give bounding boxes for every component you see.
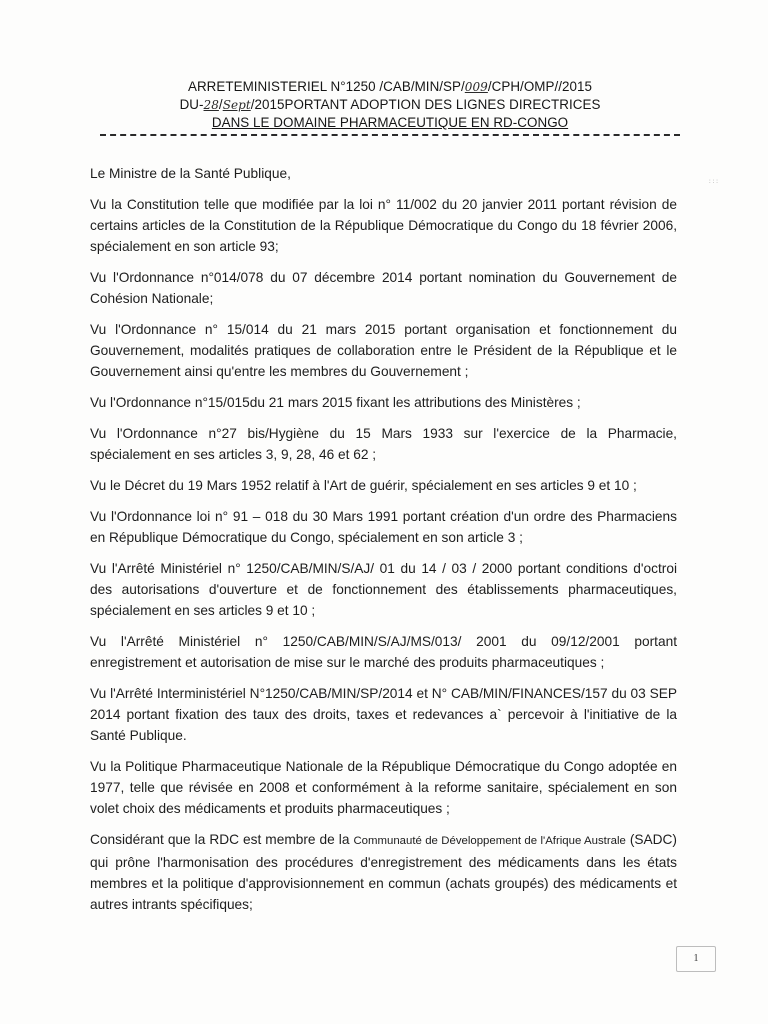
considerant-text-end: (SADC) qui prône l'harmonisation des procédures d'enregistrement des médicaments dans les états membres et la politique d'approvisionnement en commun (achats groupés) des médicaments et autres intrants spécifiques; — [90, 832, 677, 912]
document-header — [90, 78, 690, 132]
paragraph-politique-pharmaceutique: Vu la Politique Pharmaceutique Nationale de la République Démocratique du Congo adoptée en 1977, telle que révisée en 2008 et conformément à la reforme sanitaire, spécialement en son volet choix des médicaments et produits pharmaceutiques ; — [90, 759, 677, 816]
paragraph-ordonnance-15-015: Vu l'Ordonnance n°15/015du 21 mars 2015 fixant les attributions des Ministères ; — [90, 395, 581, 410]
header-date-prefix: DU- — [179, 97, 204, 112]
considerant-text-start: Considérant que la RDC est membre de la — [90, 832, 354, 847]
handwritten-reference-number: 009 — [464, 80, 488, 94]
scan-mark: ::: — [708, 178, 719, 185]
handwritten-month: Sept — [222, 98, 251, 112]
header-reference-prefix: ARRETEMINISTERIEL N°1250 /CAB/MIN/SP/ — [187, 79, 465, 94]
paragraph-ordonnance-loi-91-018: Vu l'Ordonnance loi n° 91 – 018 du 30 Mars 1991 portant création d'un ordre des Pharmaciens en République Démocratique du Congo, spécialement en son article 3 ; — [90, 509, 677, 545]
header-line-2 — [90, 96, 690, 114]
paragraph-arrete-interministeriel: Vu l'Arrêté Interministériel N°1250/CAB/MIN/SP/2014 et N° CAB/MIN/FINANCES/157 du 03 SEP 2014 portant fixation des taux des droits, taxes et redevances a` percevoir à l'initiative de la Santé Publique. — [90, 686, 677, 743]
handwritten-day: 28 — [203, 98, 219, 112]
header-line-3: DANS LE DOMAINE PHARMACEUTIQUE EN RD-CONGO — [211, 115, 569, 130]
paragraph-decret-1952: Vu le Décret du 19 Mars 1952 relatif à l'Art de guérir, spécialement en ses articles 9 et 10 ; — [90, 478, 637, 493]
paragraph-ordonnance-27-bis: Vu l'Ordonnance n°27 bis/Hygiène du 15 Mars 1933 sur l'exercice de la Pharmacie, spécialement en ses articles 3, 9, 28, 46 et 62 ; — [90, 426, 677, 462]
header-reference-suffix: /CPH/OMP//2015 — [487, 79, 593, 94]
header-date-separator: / — [218, 97, 223, 112]
paragraph-ordonnance-014-078: Vu l'Ordonnance n°014/078 du 07 décembre 2014 portant nomination du Gouvernement de Cohésion Nationale; — [90, 270, 677, 306]
considerant-sadc-name: Communauté de Développement de l'Afrique Australe — [353, 835, 626, 847]
header-line-1 — [90, 78, 690, 96]
page-number: 1 — [676, 946, 716, 972]
paragraph-considerant-sadc — [90, 829, 677, 915]
header-title-text: /2015PORTANT ADOPTION DES LIGNES DIRECTRICES — [250, 97, 601, 112]
paragraph-minister: Le Ministre de la Santé Publique, — [90, 166, 291, 181]
paragraph-constitution: Vu la Constitution telle que modifiée par la loi n° 11/002 du 20 janvier 2011 portant révision de certains articles de la Constitution de la République Démocratique du Congo du 18 février 2006, spécialement en son article 93; — [90, 197, 677, 254]
document-body — [90, 163, 677, 925]
header-dashed-divider — [100, 134, 680, 136]
paragraph-ordonnance-15-014: Vu l'Ordonnance n° 15/014 du 21 mars 2015 portant organisation et fonctionnement du Gouvernement, modalités pratiques de collaboration entre le Président de la République et le Gouvernement ainsi qu'entre les membres du Gouvernement ; — [90, 322, 677, 379]
paragraph-arrete-2000: Vu l'Arrêté Ministériel n° 1250/CAB/MIN/S/AJ/ 01 du 14 / 03 / 2000 portant conditions d'octroi des autorisations d'ouverture et de fonctionnement des établissements pharmaceutiques, spécialement en ses articles 9 et 10 ; — [90, 561, 677, 618]
paragraph-arrete-2001: Vu l'Arrêté Ministériel n° 1250/CAB/MIN/S/AJ/MS/013/ 2001 du 09/12/2001 portant enregistrement et autorisation de mise sur le marché des produits pharmaceutiques ; — [90, 634, 677, 670]
